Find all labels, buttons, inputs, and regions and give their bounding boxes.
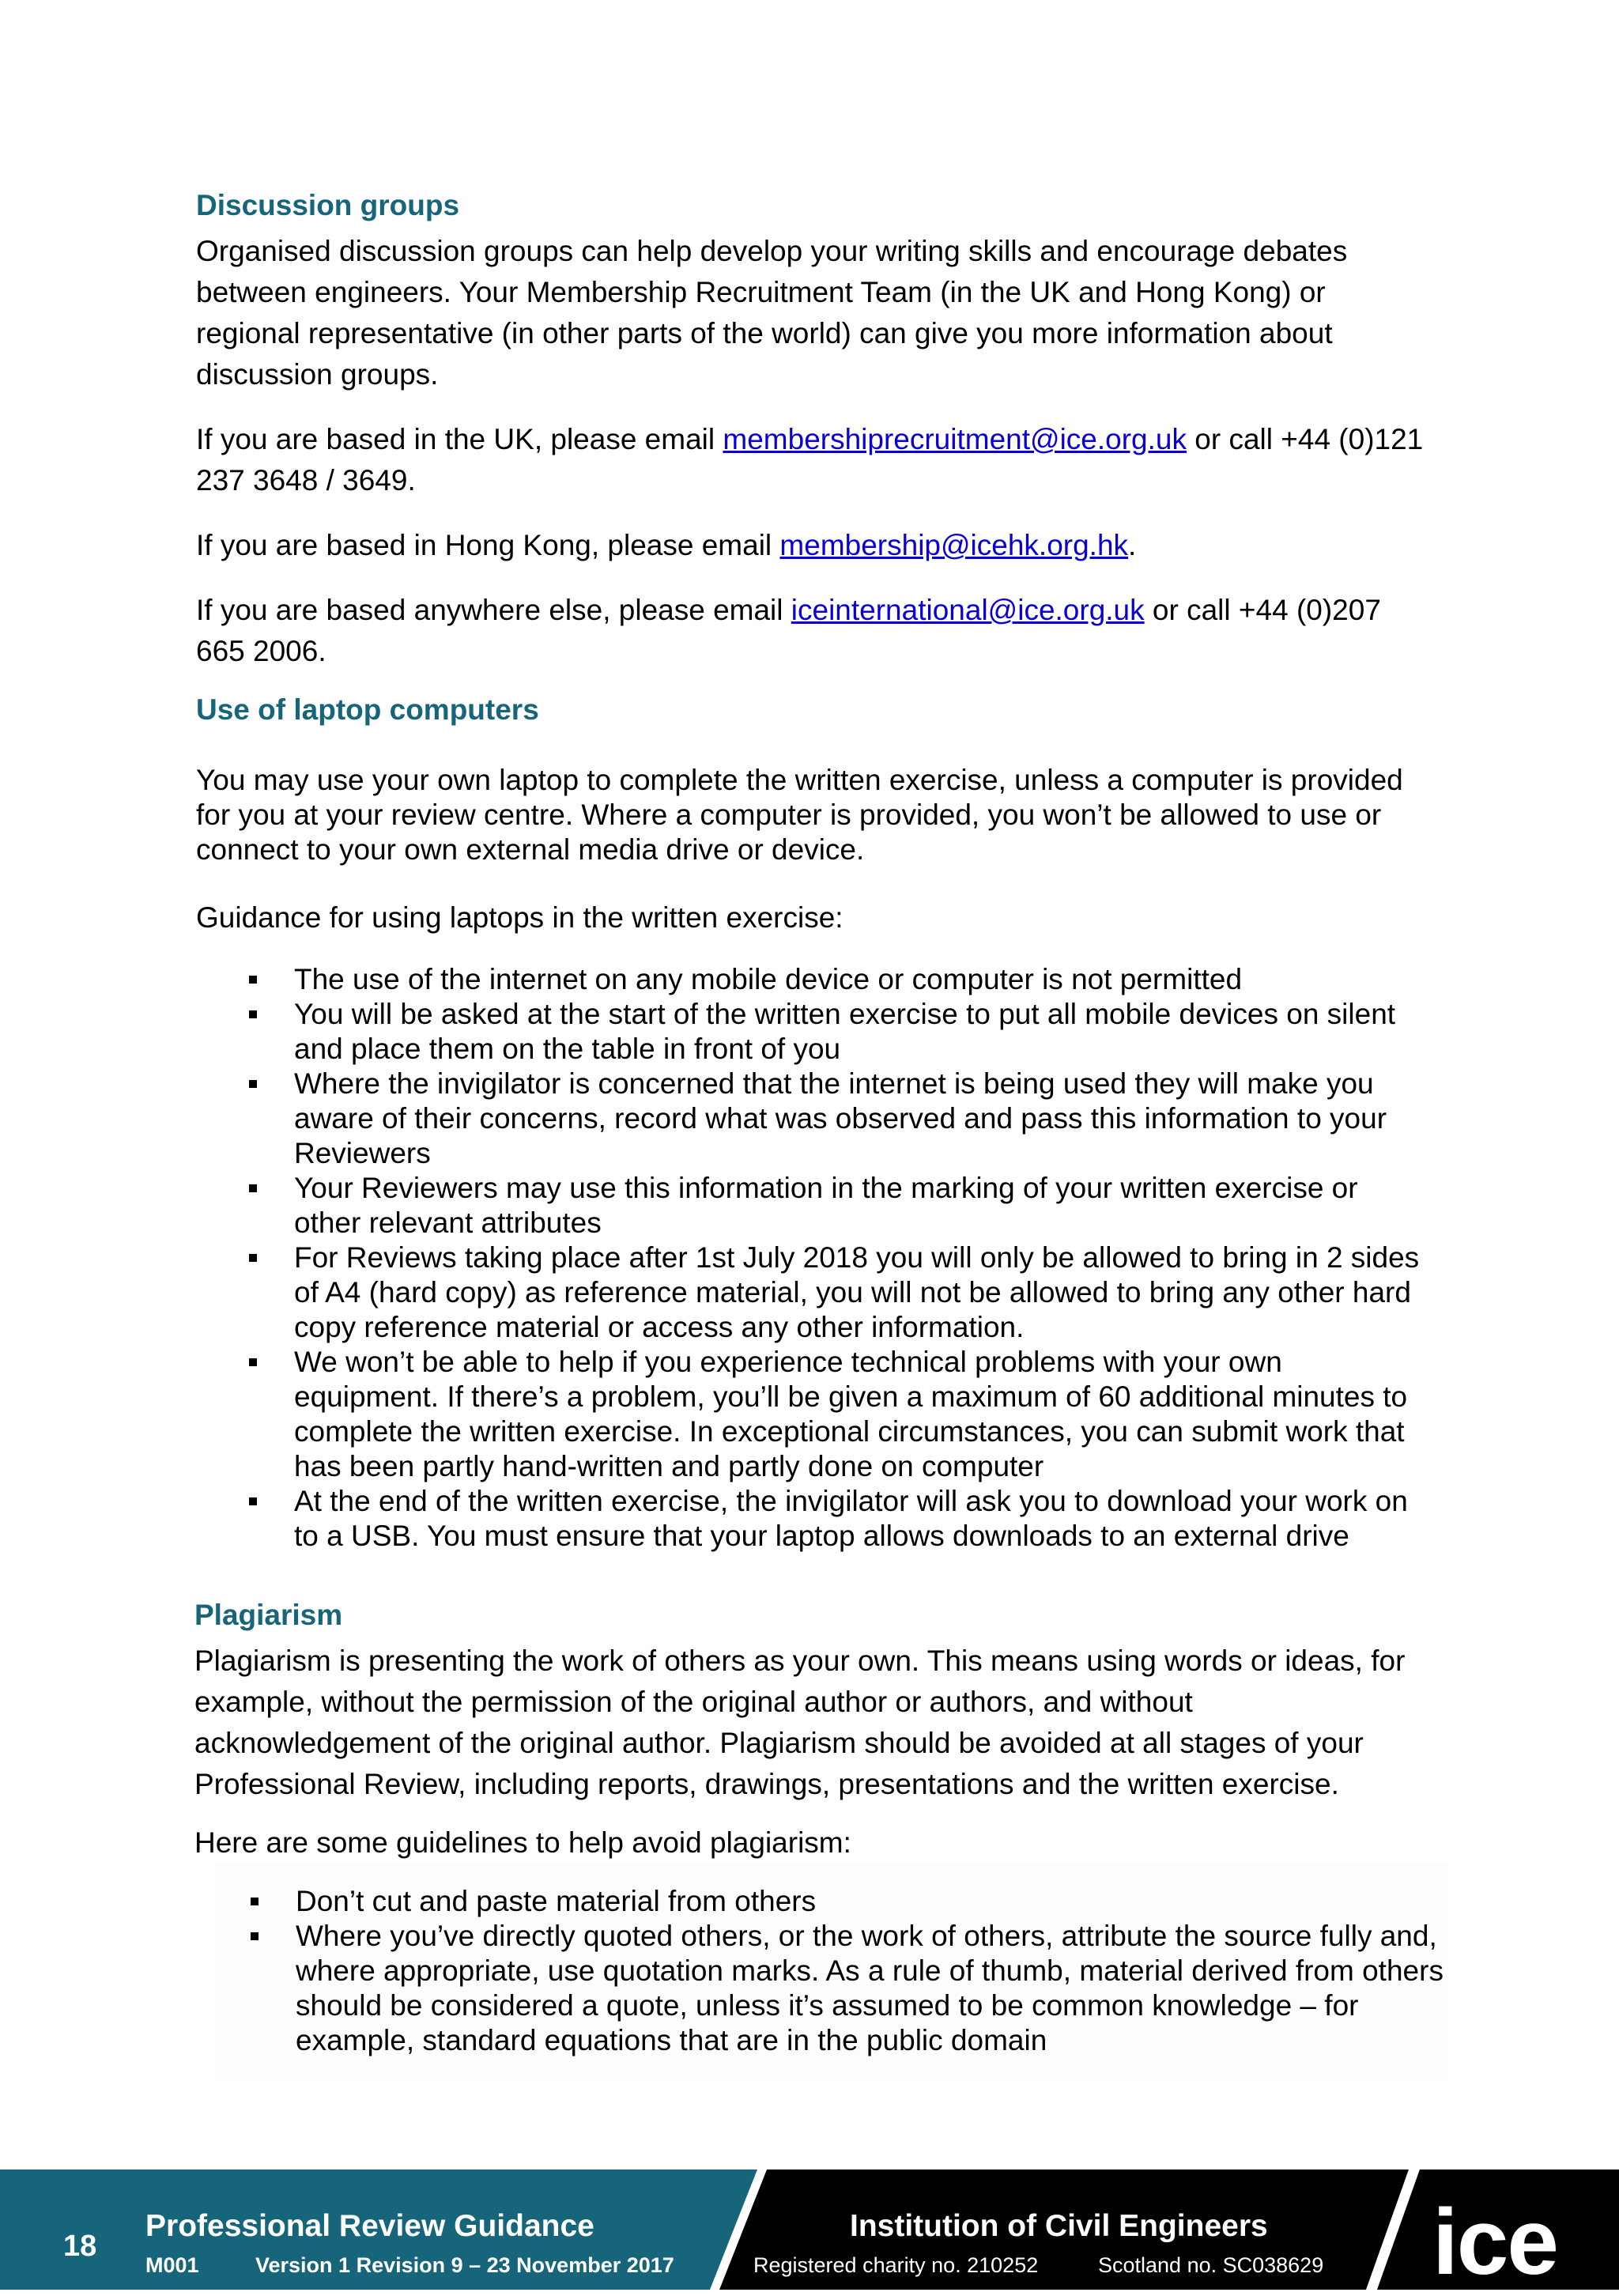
plagiarism-guidelines: Here are some guidelines to help avoid plagiarism:	[194, 1826, 851, 1860]
hk-email-link[interactable]: membership@icehk.org.hk	[779, 529, 1129, 562]
list-item: Don’t cut and paste material from others	[215, 1884, 1448, 1919]
footer-doc-code: M001	[145, 2253, 199, 2277]
laptops-guidance: Guidance for using laptops in the written exercise:	[196, 901, 843, 934]
discussion-hk-contact: If you are based in Hong Kong, please email membership@icehk.org.hk.	[196, 529, 1137, 562]
list-item: Your Reviewers may use this information in the marking of your written exercise or other relevant attributes	[196, 1171, 1429, 1241]
discussion-uk-contact: If you are based in the UK, please email membershiprecruitment@ice.org.uk or call +44 (0)121 237 3648 / 3649.	[196, 423, 1424, 497]
page-number: 18	[63, 2230, 97, 2263]
plagiarism-intro: Plagiarism is presenting the work of others as your own. This means using words or ideas, for example, without the permission of the original author or authors, and without acknowledgement of the original author. Plagiarism should be avoided at all stages of your Professional Review, including reports, drawings, presentations and the written exercise.	[194, 1645, 1406, 1801]
list-item: We won’t be able to help if you experience technical problems with your own equipment. If there’s a problem, you’ll be given a maximum of 60 additional minutes to complete the written exercise. In exceptional circumstances, you can submit work that has been partly hand-written and partly done on computer	[196, 1345, 1429, 1484]
international-email-link[interactable]: iceinternational@ice.org.uk	[791, 594, 1145, 627]
discussion-heading: Discussion groups	[196, 189, 460, 221]
footer-institution: Institution of Civil Engineers	[850, 2209, 1268, 2243]
discussion-international-contact: If you are based anywhere else, please email iceinternational@ice.org.uk or call +44 (0)207 665 2006.	[196, 594, 1381, 668]
footer-version: Version 1 Revision 9 – 23 November 2017	[255, 2253, 674, 2277]
plagiarism-heading: Plagiarism	[194, 1598, 343, 1631]
list-item: Where you’ve directly quoted others, or the work of others, attribute the source fully and, where appropriate, use quotation marks. As a rule of thumb, material derived from others should be considered a quote, unless it’s assumed to be common knowledge – for example, standard equations that are in the public domain	[215, 1919, 1448, 2058]
uk-email-link[interactable]: membershiprecruitment@ice.org.uk	[723, 423, 1187, 456]
ice-logo: ice	[1432, 2190, 1558, 2294]
plagiarism-list-panel	[215, 1864, 1448, 2082]
laptops-bullet-list	[196, 962, 1429, 1554]
page-content	[194, 188, 1444, 2082]
plagiarism-bullet-list	[215, 1884, 1448, 2058]
discussion-intro: Organised discussion groups can help develop your writing skills and encourage debates between engineers. Your Membership Recruitment Team (in the UK and Hong Kong) or regional representative (in other parts of the world) can give you more information about discussion groups.	[196, 235, 1348, 391]
footer-charity-number: Registered charity no. 210252	[753, 2253, 1039, 2277]
laptops-heading: Use of laptop computers	[196, 693, 539, 727]
list-item: For Reviews taking place after 1st July 2018 you will only be allowed to bring in 2 sides of A4 (hard copy) as reference material, you will not be allowed to bring any other hard copy reference material or access any other information.	[196, 1241, 1429, 1345]
list-item: You will be asked at the start of the written exercise to put all mobile devices on silent and place them on the table in front of you	[196, 997, 1429, 1067]
list-item: Where the invigilator is concerned that the internet is being used they will make you aware of their concerns, record what was observed and pass this information to your Reviewers	[196, 1067, 1429, 1171]
page-footer	[0, 2169, 1619, 2294]
laptops-intro: You may use your own laptop to complete the written exercise, unless a computer is provided for you at your review centre. Where a computer is provided, you won’t be allowed to use or connect to your own external media drive or device.	[196, 763, 1403, 866]
list-item: The use of the internet on any mobile device or computer is not permitted	[196, 962, 1429, 997]
list-item: At the end of the written exercise, the invigilator will ask you to download your work on to a USB. You must ensure that your laptop allows downloads to an external drive	[196, 1484, 1429, 1554]
footer-title: Professional Review Guidance	[145, 2209, 594, 2243]
footer-scotland-number: Scotland no. SC038629	[1098, 2253, 1324, 2277]
